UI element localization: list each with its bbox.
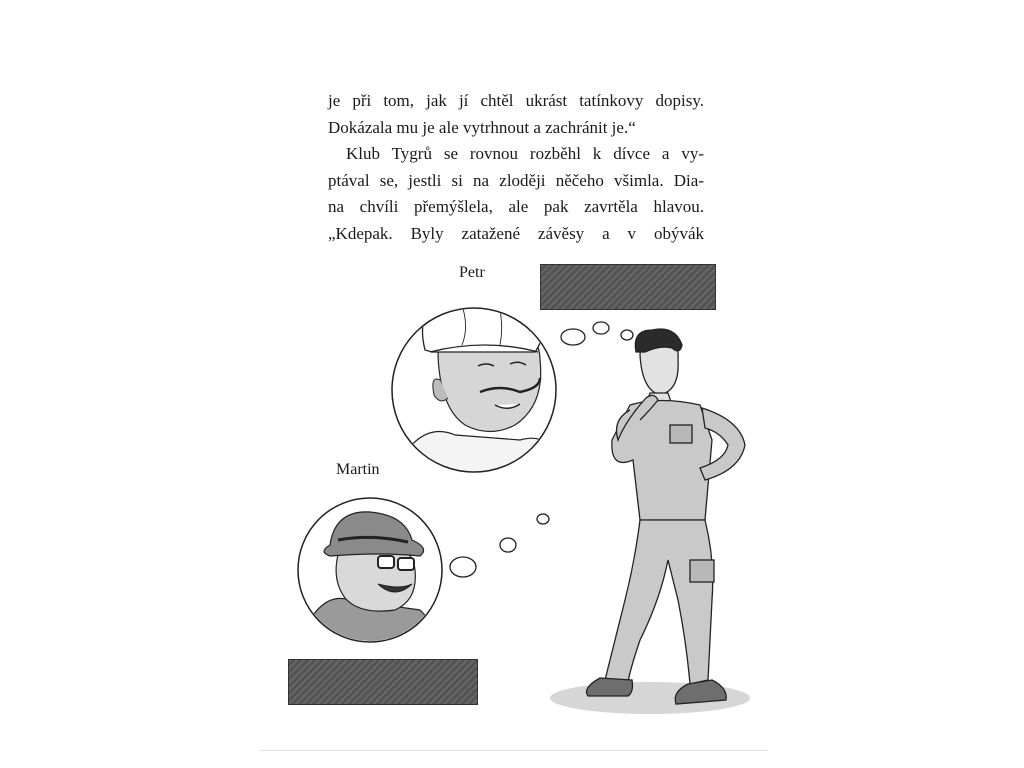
text-line-2: Dokázala mu je ale vytrhnout a zachránit je.“ <box>328 117 636 137</box>
petr-portrait <box>392 283 560 475</box>
martin-portrait <box>298 498 442 650</box>
text-line-1: je při tom, jak jí chtěl ukrást tatínkovy dopisy. <box>328 91 704 110</box>
standing-boy <box>587 329 746 704</box>
caption-martin: Martin <box>336 461 380 478</box>
text-line-5: na chvíli přemýšlela, ale pak zavrtěla hlavou. <box>328 197 704 216</box>
thought-bubbles-petr <box>561 322 633 345</box>
thought-bubbles-martin <box>450 514 549 577</box>
text-line-6: „Kdepak. Byly zatažené závěsy a v obývák <box>328 223 704 243</box>
page-divider <box>258 750 768 751</box>
text-line-3: Klub Tygrů se rovnou rozběhl k dívce a vy- <box>346 144 704 163</box>
caption-petr: Petr <box>459 264 485 281</box>
text-line-4: ptával se, jestli si na zloději něčeho všimla. Dia- <box>328 170 704 190</box>
